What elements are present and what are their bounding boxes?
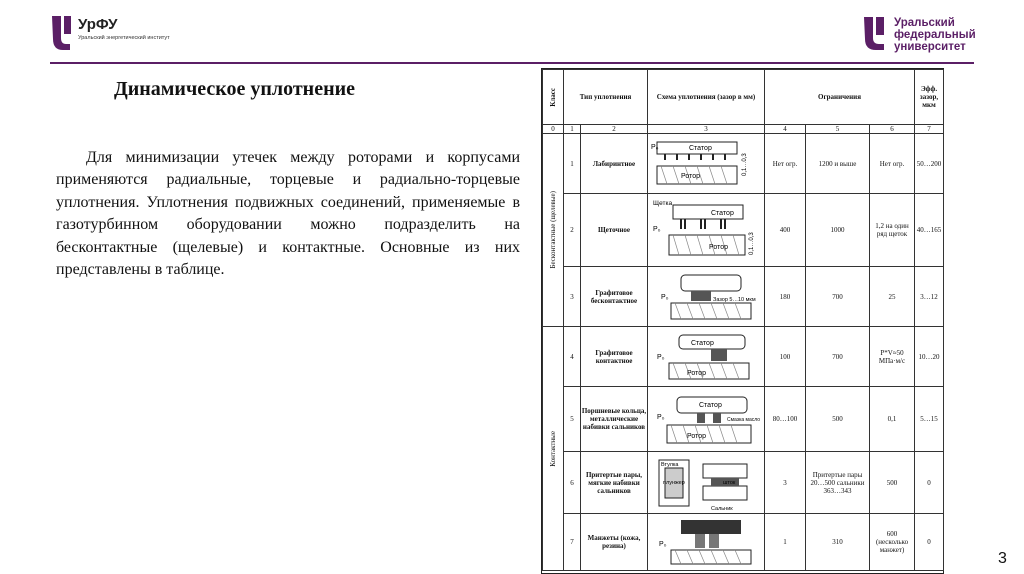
graphite-contact-scheme <box>648 327 765 387</box>
slide-body-text: Для минимизации утечек между роторами и корпусами применяются радиальные, торцевые и радиально-торцевые уплотнения. Уплотнения подвижных соединений, применяемые в газотурбинном оборудовании можно подразделить на бесконтактные (щелевые) и контактные. Основные из них представлены в таблице. <box>56 149 520 279</box>
labyrinth-scheme <box>648 134 765 194</box>
cuff-scheme <box>648 514 765 571</box>
svg-text:Статор: Статор <box>699 402 722 409</box>
table-row: 7 Манжеты (кожа, резина) P₀ 1 310 600 (несколько манжет) 0 <box>543 514 944 571</box>
svg-text:Ротор: Ротор <box>681 172 701 180</box>
svg-text:Статор: Статор <box>711 210 734 217</box>
svg-text:Ротор: Ротор <box>687 433 707 440</box>
logo-brand: УрФУ <box>78 16 118 33</box>
svg-text:P₀: P₀ <box>651 143 659 151</box>
urfu-emblem-icon <box>50 14 74 52</box>
class-noncontact: Бесконтактные (щелевые) <box>543 134 564 327</box>
slide-title: Динамическое уплотнение <box>114 78 355 100</box>
svg-text:P₀: P₀ <box>657 414 665 421</box>
class-contact: Контактные <box>543 327 564 571</box>
svg-text:P₀: P₀ <box>661 293 669 301</box>
svg-text:P₀: P₀ <box>659 541 667 548</box>
svg-text:P₀: P₀ <box>653 226 661 233</box>
urfu-energy-institute-logo <box>50 14 170 56</box>
brush-scheme <box>648 194 765 267</box>
table-row: Контактные 4 Графитовое контактное P₀ Статор Ротор 100 700 P*V≈50 МПа·м/с 10…20 <box>543 327 944 387</box>
table-row: Бесконтактные (щелевые) 1 Лабиринтное P₀ Статор Ротор 0,1…0,3 Нет огр. 1200 и выше Нет огр. 50…200 <box>543 134 944 194</box>
piston-ring-scheme <box>648 387 765 452</box>
svg-text:0,1…0,3: 0,1…0,3 <box>749 232 755 255</box>
header-class: Класс <box>543 70 564 125</box>
table-row: 2 Щеточное Щетка P₀ Статор Ротор 0,1…0,3 400 1000 1,2 на один ряд щеток 40…165 <box>543 194 944 267</box>
table-row: 5 Поршневые кольца, металлические набивки сальников P₀ Статор Ротор Смазка масло 80…100 500 0,1 5…15 <box>543 387 944 452</box>
header-scheme: Схема уплотнения (зазор в мм) <box>648 70 765 125</box>
header-eff-gap: Эфф. зазор, мкм <box>915 70 944 125</box>
svg-text:Щетка: Щетка <box>653 200 673 207</box>
svg-text:плунжер: плунжер <box>663 479 685 486</box>
university-name: Уральский федеральный университет <box>894 17 976 53</box>
svg-text:Втулка: Втулка <box>661 461 679 468</box>
index-row: 0 1 2 3 4 5 6 7 <box>543 125 944 134</box>
svg-text:Смазка масло: Смазка масло <box>727 417 761 423</box>
svg-text:0,1…0,3: 0,1…0,3 <box>742 152 748 176</box>
svg-text:Статор: Статор <box>691 339 714 347</box>
table-row: 3 Графитовое бесконтактное P₀ Зазор 5…10 мкм 180 700 25 3…12 <box>543 267 944 327</box>
svg-text:Ротор: Ротор <box>687 369 707 377</box>
svg-text:Сальник: Сальник <box>711 505 733 512</box>
svg-text:шток: шток <box>723 479 736 486</box>
header-type: Тип уплотнения <box>564 70 648 125</box>
svg-text:Зазор 5…10 мкм: Зазор 5…10 мкм <box>713 296 756 303</box>
svg-text:Ротор: Ротор <box>709 244 729 251</box>
svg-text:P₀: P₀ <box>657 353 665 361</box>
header-divider <box>50 62 974 64</box>
header-limits: Ограничения <box>765 70 915 125</box>
page-number: 3 <box>998 550 1007 567</box>
graphite-noncontact-scheme <box>648 267 765 327</box>
urfu-emblem-icon <box>862 16 888 52</box>
urfu-university-logo <box>862 14 992 56</box>
logo-subtitle: Уральский энергетический институт <box>78 35 170 41</box>
table-row: 6 Притертые пары, мягкие набивки сальников Втулка плунжер шток Сальник 3 Притертые пары 20…500 сальники 363…343 500 0 <box>543 452 944 514</box>
lapped-pairs-scheme <box>648 452 765 514</box>
svg-text:Статор: Статор <box>689 144 712 152</box>
seal-types-table <box>541 68 944 574</box>
